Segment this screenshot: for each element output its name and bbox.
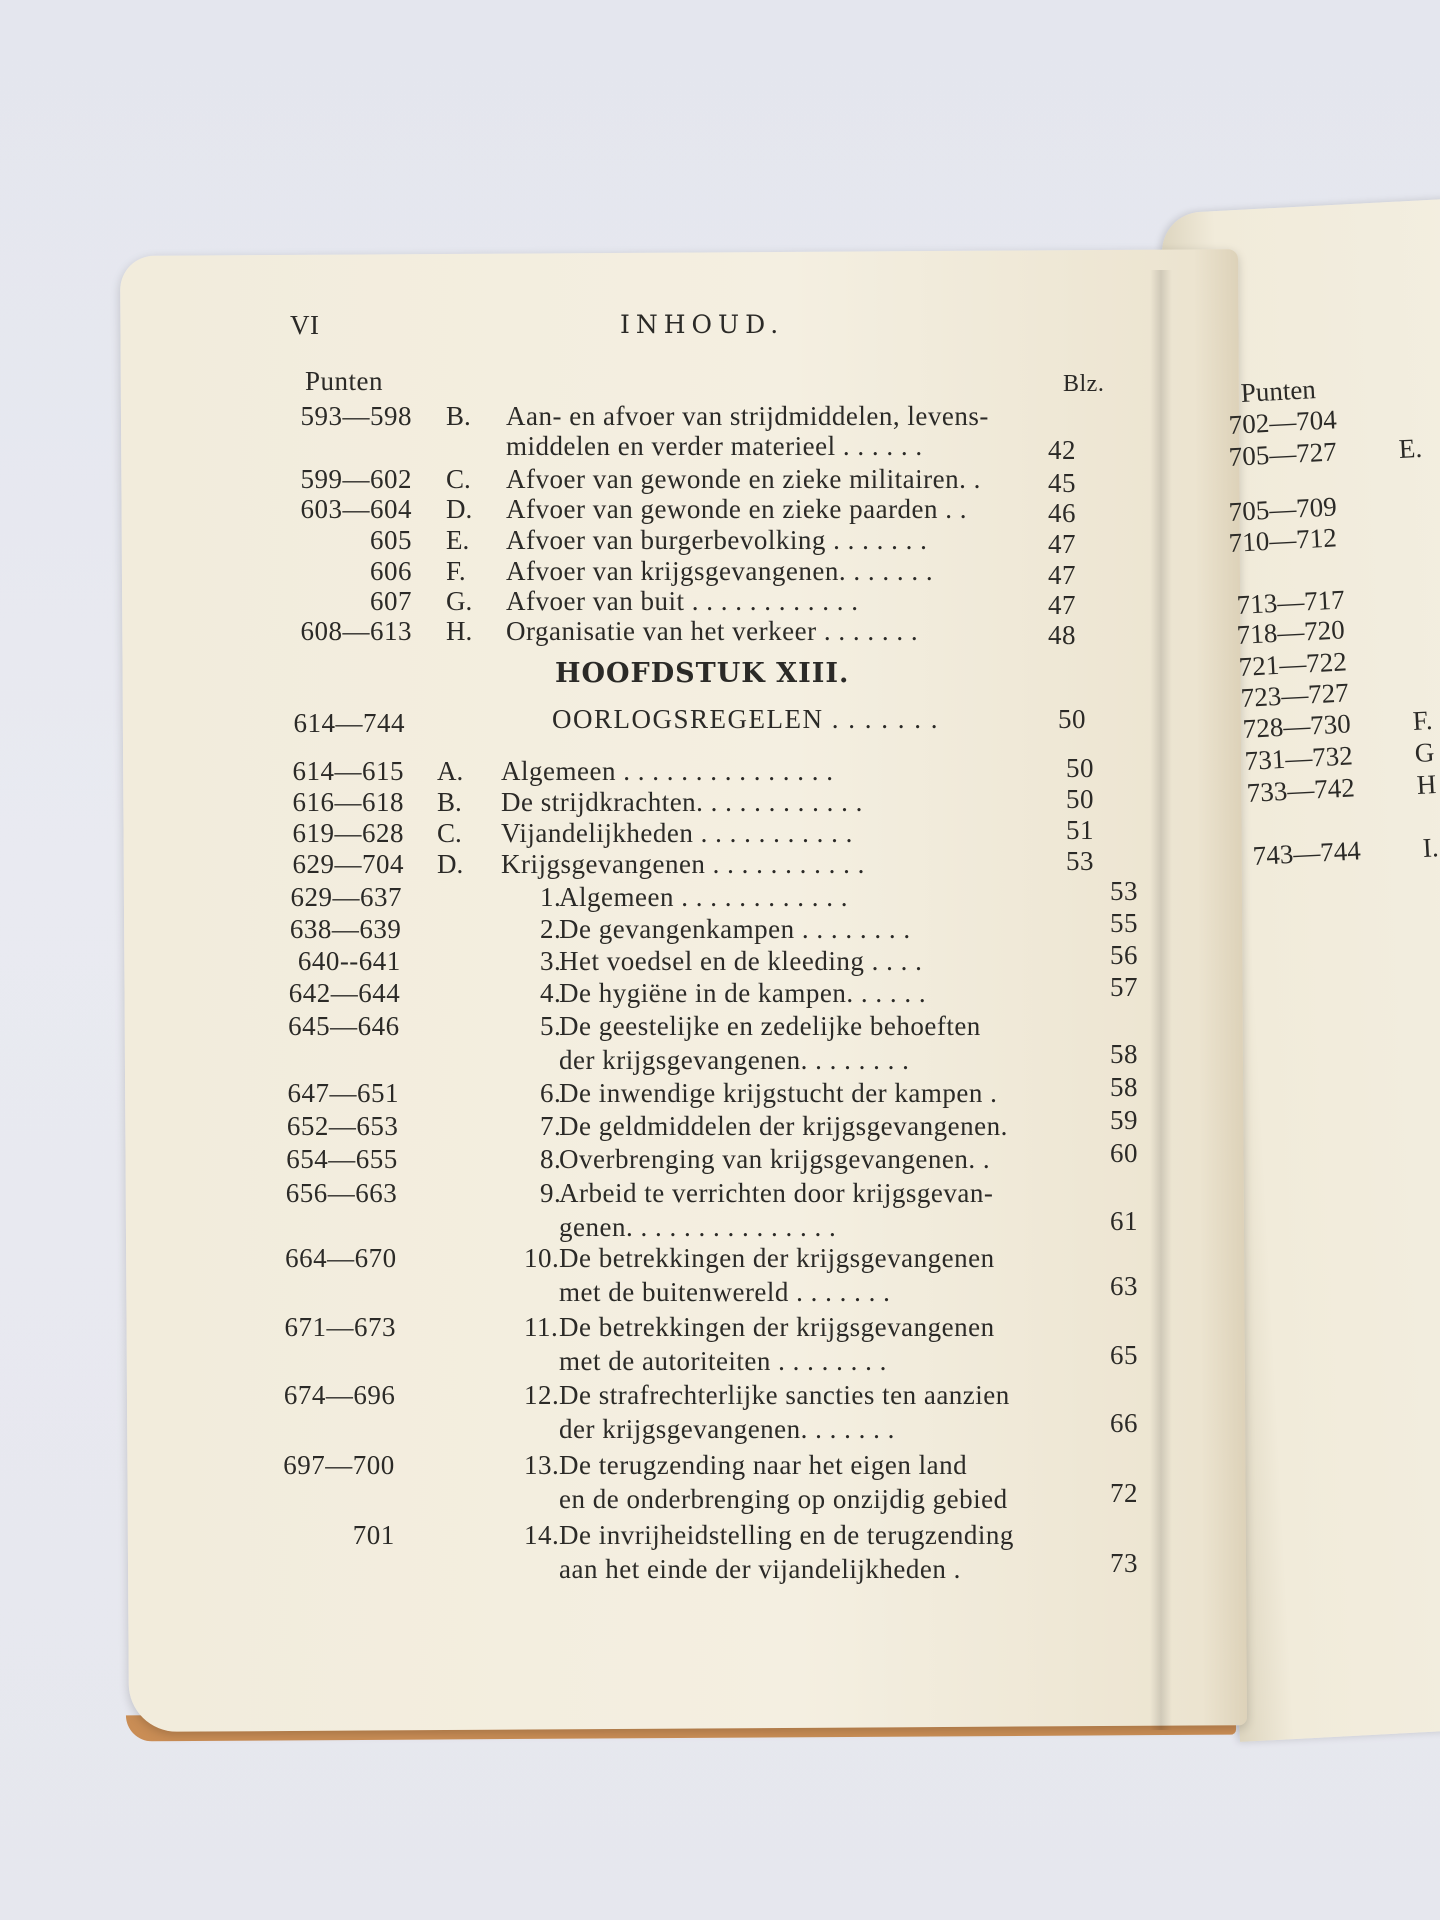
right-page-entry-punten: 710—712 xyxy=(1228,522,1338,558)
entry-page-number: 58 xyxy=(1110,1039,1138,1069)
entry-title-line: Organisatie van het verkeer . . . . . . . xyxy=(506,616,919,646)
entry-title-line: De gevangenkampen . . . . . . . . xyxy=(559,914,911,944)
right-page-entry-section: F. xyxy=(1412,704,1434,736)
entry-page-number: 57 xyxy=(1110,972,1138,1002)
entry-title-line: met de autoriteiten . . . . . . . . xyxy=(559,1346,887,1376)
entry-number: 5. xyxy=(540,1011,562,1041)
entry-title-line: Krijgsgevangenen . . . . . . . . . . . xyxy=(501,849,865,879)
entry-number: 12. xyxy=(524,1380,560,1410)
entry-page-number: 46 xyxy=(1048,498,1076,528)
entry-page-number: 45 xyxy=(1048,468,1076,498)
entry-page-number: 42 xyxy=(1048,435,1076,465)
right-page-entry-punten: 733—742 xyxy=(1246,772,1356,808)
entry-punten: 599—602 xyxy=(300,464,412,494)
entry-page-number: 65 xyxy=(1110,1340,1138,1370)
entry-number: 14. xyxy=(524,1520,560,1550)
entry-title-line: der krijgsgevangenen. . . . . . . xyxy=(559,1414,895,1444)
entry-page-number: 63 xyxy=(1110,1271,1138,1301)
entry-page-number: 53 xyxy=(1110,876,1138,906)
entry-punten: 642—644 xyxy=(288,978,401,1008)
entry-number: 3. xyxy=(540,946,562,976)
chapter-heading: HOOFDSTUK XIII. xyxy=(555,658,850,689)
entry-number: 1. xyxy=(540,882,562,912)
entry-title-line: Afvoer van gewonde en zieke militairen. . xyxy=(506,464,981,494)
entry-title-line: De betrekkingen der krijgsgevangenen xyxy=(559,1243,995,1273)
entry-punten: 701 xyxy=(352,1520,395,1550)
entry-title-line: en de onderbrenging op onzijdig gebied xyxy=(559,1484,1008,1514)
page-number: VI xyxy=(290,310,320,340)
right-page-entry-punten: 721—722 xyxy=(1238,646,1348,682)
entry-punten: 629—704 xyxy=(292,849,404,879)
entry-title-line: De invrijheidstelling en de terugzending xyxy=(559,1520,1014,1550)
entry-page-number: 59 xyxy=(1110,1105,1138,1135)
entry-page-number: 55 xyxy=(1110,908,1138,938)
entry-number: 10. xyxy=(524,1243,560,1273)
entry-punten: 614—615 xyxy=(292,756,404,786)
entry-title-line: Algemeen . . . . . . . . . . . . xyxy=(559,882,848,912)
right-page-entry-punten: 705—709 xyxy=(1228,491,1338,527)
right-page-column-header: Punten xyxy=(1240,374,1317,408)
entry-section-letter: G. xyxy=(446,586,473,616)
entry-page-number: 61 xyxy=(1110,1206,1138,1236)
entry-page-number: 50 xyxy=(1066,784,1094,814)
entry-number: 8. xyxy=(540,1144,562,1174)
entry-title-line: Overbrenging van krijgsgevangenen. . xyxy=(559,1144,991,1174)
entry-section-letter: H. xyxy=(446,616,473,646)
entry-punten: 697—700 xyxy=(283,1450,395,1480)
column-header-punten: Punten xyxy=(305,366,384,396)
entry-punten: 619—628 xyxy=(292,818,404,848)
entry-punten: 616—618 xyxy=(292,787,404,817)
column-header-blz: Blz. xyxy=(1063,371,1105,397)
entry-section-letter: B. xyxy=(437,787,462,817)
entry-title-line: Algemeen . . . . . . . . . . . . . . . xyxy=(501,756,834,786)
entry-punten: 603—604 xyxy=(300,494,412,524)
right-page-entry-section: I. xyxy=(1422,832,1440,863)
right-page-entry-section: H xyxy=(1416,768,1438,800)
entry-title-line: De betrekkingen der krijgsgevangenen xyxy=(559,1312,995,1342)
entry-title-line: Afvoer van gewonde en zieke paarden . . xyxy=(506,494,968,524)
entry-title-line: De strafrechterlijke sancties ten aanzien xyxy=(559,1380,1010,1410)
entry-title-line: genen. . . . . . . . . . . . . . . xyxy=(559,1212,837,1242)
entry-punten: 607 xyxy=(370,586,412,616)
right-page-entry-punten: 705—727 xyxy=(1228,436,1338,472)
entry-title-line: Arbeid te verrichten door krijgsgevan- xyxy=(559,1178,994,1208)
entry-section-letter: D. xyxy=(446,494,473,524)
entry-title-line: De hygiëne in de kampen. . . . . . xyxy=(559,978,927,1008)
entry-page-number: 66 xyxy=(1110,1408,1138,1438)
entry-page-number: 58 xyxy=(1110,1072,1138,1102)
entry-punten: 654—655 xyxy=(286,1144,398,1174)
entry-punten: 629—637 xyxy=(290,882,402,912)
entry-number: 13. xyxy=(524,1450,560,1480)
chapter-title: OORLOGSREGELEN . . . . . . . xyxy=(552,704,939,734)
entry-title-line: De terugzending naar het eigen land xyxy=(559,1450,968,1480)
entry-punten: 593—598 xyxy=(300,401,412,431)
right-page-entry-punten: 718—720 xyxy=(1236,614,1346,650)
right-page-entry-section: E. xyxy=(1398,432,1423,464)
page-title: INHOUD. xyxy=(620,310,785,339)
entry-punten: 647—651 xyxy=(287,1078,399,1108)
entry-punten: 605 xyxy=(370,525,412,555)
right-page-entry-punten: 731—732 xyxy=(1244,740,1354,776)
entry-number: 9. xyxy=(540,1178,562,1208)
entry-title-line: Afvoer van krijgsgevangenen. . . . . . . xyxy=(506,556,934,586)
entry-title-line: Aan- en afvoer van strijdmiddelen, levens- xyxy=(506,401,989,431)
entry-section-letter: A. xyxy=(437,756,464,786)
right-page-entry-punten: 723—727 xyxy=(1240,677,1350,713)
entry-punten: 656—663 xyxy=(285,1178,398,1208)
right-page-entry-section: G xyxy=(1414,736,1436,768)
entry-section-letter: B. xyxy=(446,401,471,431)
entry-punten: 671—673 xyxy=(284,1312,396,1342)
entry-punten: 606 xyxy=(370,556,412,586)
entry-section-letter: D. xyxy=(437,849,464,879)
entry-title-line: De inwendige krijgstucht der kampen . xyxy=(559,1078,998,1108)
entry-punten: 664—670 xyxy=(285,1243,397,1273)
entry-punten: 652—653 xyxy=(286,1111,399,1141)
entry-section-letter: C. xyxy=(437,818,462,848)
entry-punten: 614—744 xyxy=(293,708,405,738)
entry-page-number: 47 xyxy=(1048,560,1076,590)
entry-number: 2. xyxy=(540,914,562,944)
entry-page-number: 47 xyxy=(1048,590,1076,620)
entry-title-line: De geestelijke en zedelijke behoeften xyxy=(559,1011,981,1041)
entry-page-number: 72 xyxy=(1110,1478,1138,1508)
entry-punten: 640--641 xyxy=(297,946,401,976)
entry-number: 11. xyxy=(524,1312,559,1342)
entry-page-number: 60 xyxy=(1110,1138,1138,1168)
entry-page-number: 47 xyxy=(1048,529,1076,559)
entry-title-line: De strijdkrachten. . . . . . . . . . . . xyxy=(501,787,863,817)
entry-page-number: 50 xyxy=(1066,753,1094,783)
entry-page-number: 73 xyxy=(1110,1548,1138,1578)
right-page-entry-punten: 713—717 xyxy=(1236,584,1346,620)
entry-title-line: der krijgsgevangenen. . . . . . . . xyxy=(559,1045,910,1075)
entry-title-line: Het voedsel en de kleeding . . . . xyxy=(559,946,923,976)
entry-page-number: 51 xyxy=(1066,815,1094,845)
entry-title-line: aan het einde der vijandelijkheden . xyxy=(559,1554,961,1584)
entry-page-number: 56 xyxy=(1110,940,1138,970)
right-page-entry-punten: 728—730 xyxy=(1242,708,1352,744)
entry-title-line: met de buitenwereld . . . . . . . xyxy=(559,1277,891,1307)
entry-section-letter: C. xyxy=(446,464,471,494)
right-page-entry-punten: 702—704 xyxy=(1228,404,1338,440)
entry-title-line: Afvoer van buit . . . . . . . . . . . . xyxy=(506,586,859,616)
chapter-page-number: 50 xyxy=(1058,704,1086,734)
entry-punten: 638—639 xyxy=(289,914,402,944)
entry-title-line: middelen en verder materieel . . . . . . xyxy=(506,431,923,461)
entry-number: 7. xyxy=(540,1111,562,1141)
right-page-entry-punten: 743—744 xyxy=(1252,835,1362,871)
entry-punten: 645—646 xyxy=(288,1011,400,1041)
entry-page-number: 53 xyxy=(1066,846,1094,876)
entry-number: 6. xyxy=(540,1078,562,1108)
entry-page-number: 48 xyxy=(1048,620,1076,650)
entry-section-letter: F. xyxy=(446,556,466,586)
entry-number: 4. xyxy=(540,978,562,1008)
entry-punten: 674—696 xyxy=(283,1380,396,1410)
entry-title-line: De geldmiddelen der krijgsgevangenen. xyxy=(559,1111,1008,1141)
entry-punten: 608—613 xyxy=(300,616,412,646)
entry-title-line: Vijandelijkheden . . . . . . . . . . . xyxy=(501,818,853,848)
book-gutter xyxy=(1150,270,1172,1730)
entry-title-line: Afvoer van burgerbevolking . . . . . . . xyxy=(506,525,928,555)
entry-section-letter: E. xyxy=(446,525,470,555)
